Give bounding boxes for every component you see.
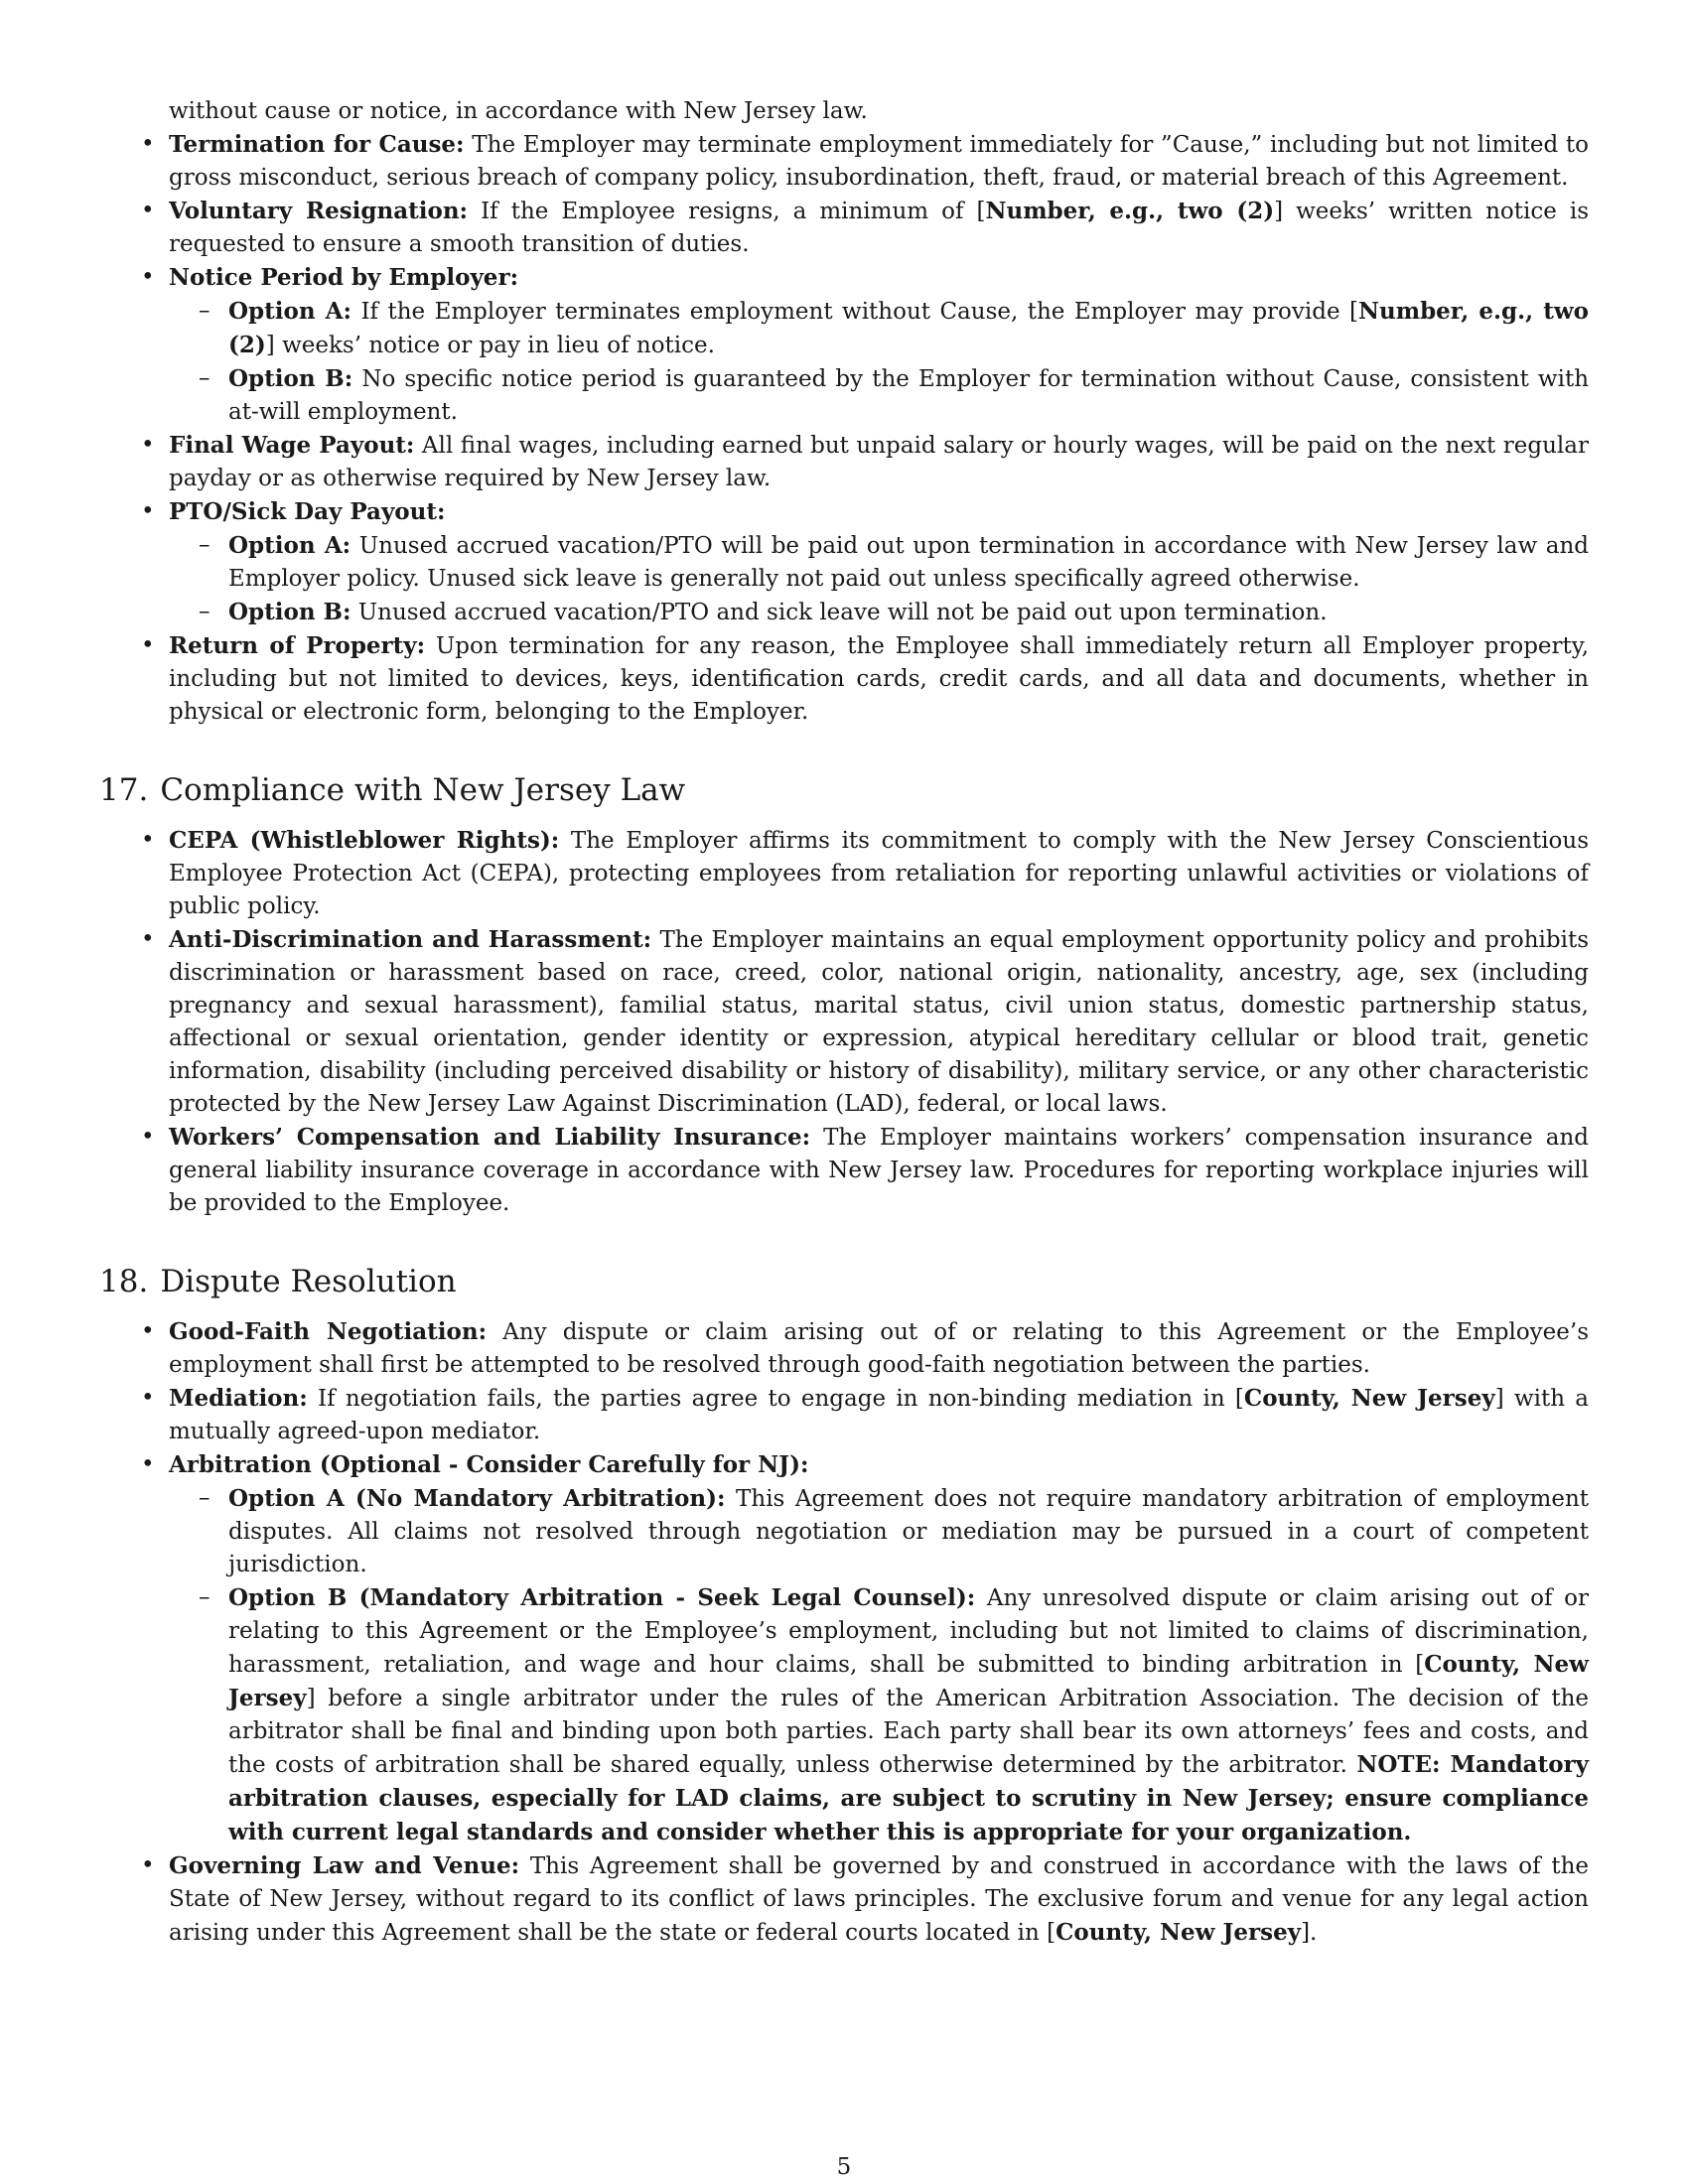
continued-paragraph: without cause or notice, in accordance with New Jersey law.: [169, 98, 868, 124]
list-item-return-of-property: [169, 629, 1589, 729]
item-label: Termination for Cause:: [169, 131, 465, 158]
option-a: [228, 529, 1589, 596]
list-item-governing-law: [169, 1849, 1589, 1950]
placeholder-text: Number, e.g., two (2): [228, 298, 1590, 358]
list-item-anti-discrimination: [169, 923, 1589, 1121]
placeholder-text: Number, e.g., two (2): [985, 198, 1275, 224]
list-item-notice-period: [169, 261, 1589, 429]
option-b: [228, 1581, 1589, 1849]
option-text: No specific notice period is guaranteed by the Employer for termination without Cause, consistent with at-will employment.: [228, 366, 1590, 425]
item-label: Mediation:: [169, 1385, 308, 1412]
item-label: CEPA (Whistleblower Rights):: [169, 827, 560, 854]
item-text: This Agreement shall be governed by and construed in accordance with the laws of the State of New Jersey, without regard to its conflict of laws principles. The exclusive forum and venue for any legal action arising under this Agreement shall be the state or federal courts located in [: [169, 1853, 1590, 1946]
item-text: The Employer maintains an equal employment opportunity policy and prohibits discrimination or harassment based on race, creed, color, national origin, nationality, ancestry, age, sex (including pregnancy and sexual harassment), familial status, marital status, civil union status, domestic partnership status, affectional or sexual orientation, gender identity or expression, atypical hereditary cellular or blood trait, genetic information, disability (including perceived disability or history of disability), military service, or any other characteristic protected by the New Jersey Law Against Discrimination (LAD), federal, or local laws.: [169, 927, 1590, 1117]
option-text: Unused accrued vacation/PTO and sick leave will not be paid out upon termination.: [357, 600, 1328, 625]
item-label: Voluntary Resignation:: [169, 198, 469, 224]
item-label: PTO/Sick Day Payout:: [169, 498, 446, 525]
section-heading-17: [99, 770, 1589, 810]
item-label: Governing Law and Venue:: [169, 1852, 520, 1879]
list-item-pto-sick-payout: [169, 495, 1589, 629]
section-heading-18: [99, 1262, 1589, 1301]
option-text: Unused accrued vacation/PTO will be paid out upon termination in accordance with New Jersey law and Employer policy. Unused sick leave is generally not paid out unless specifically agreed otherwise.: [228, 533, 1590, 592]
item-label: Return of Property:: [169, 632, 426, 659]
option-text: ] before a single arbitrator under the rules of the American Arbitration Association. The decision of the arbitrator shall be final and binding upon both parties. Each party shall bear its own attorneys’ fees and costs, and the costs of arbitration shall be shared equally, unless otherwise determined by the arbitrator.: [228, 1686, 1589, 1778]
item-label: Workers’ Compensation and Liability Insurance:: [169, 1124, 811, 1151]
item-text: All final wages, including earned but unpaid salary or hourly wages, will be paid on the next regular payday or as otherwise required by New Jersey law.: [169, 433, 1589, 491]
option-label: Option B:: [228, 599, 352, 625]
section-number: 17.: [99, 772, 149, 808]
list-item-workers-compensation: [169, 1121, 1589, 1220]
item-text: Any dispute or claim arising out of or relating to this Agreement or the Employee’s employment shall first be attempted to be resolved through good-faith negotiation between the parties.: [169, 1319, 1590, 1378]
item-text: The Employer affirms its commitment to comply with the New Jersey Conscientious Employee Protection Act (CEPA), protecting employees from retaliation for reporting unlawful activities or violations of public policy.: [169, 828, 1590, 919]
item-text: If the Employee resigns, a minimum of [: [481, 199, 986, 224]
option-label: Option B:: [228, 365, 353, 392]
item-label: Good-Faith Negotiation:: [169, 1318, 488, 1345]
option-label: Option B (Mandatory Arbitration - Seek Legal Counsel):: [228, 1584, 976, 1611]
dispute-resolution-list: [99, 1315, 1589, 1950]
item-text: If negotiation fails, the parties agree to engage in non-binding mediation in [: [318, 1386, 1244, 1412]
item-label: Final Wage Payout:: [169, 432, 415, 459]
option-text: Any unresolved dispute or claim arising out of or relating to this Agreement or the Employee’s employment, including but not limited to claims of discrimination, harassment, retaliation, and wage and hour claims, shall be submitted to binding arbitration in [: [228, 1585, 1590, 1678]
item-text: ] with a mutually agreed-upon mediator.: [169, 1386, 1590, 1444]
option-label: Option A (No Mandatory Arbitration):: [228, 1485, 726, 1512]
option-text: ] weeks’ notice or pay in lieu of notice.: [265, 333, 715, 358]
section-number: 18.: [99, 1264, 149, 1299]
list-item-arbitration: [169, 1448, 1589, 1849]
pto-options: [169, 529, 1589, 629]
compliance-list: [99, 824, 1589, 1220]
notice-period-options: [169, 295, 1589, 429]
arbitration-options: [169, 1482, 1589, 1849]
item-text: The Employer may terminate employment immediately for ”Cause,” including but not limited to gross misconduct, serious breach of company policy, insubordination, theft, fraud, or material breach of this Agreement.: [169, 132, 1589, 191]
placeholder-text: County, New Jersey: [1243, 1385, 1495, 1412]
placeholder-text: County, New Jersey: [228, 1651, 1589, 1711]
section-title: Compliance with New Jersey Law: [160, 772, 686, 808]
item-text: Upon termination for any reason, the Employee shall immediately return all Employer property, including but not limited to devices, keys, identification cards, credit cards, and all data and documents, whether in physical or electronic form, belonging to the Employer.: [169, 633, 1590, 725]
option-a: [228, 295, 1589, 362]
item-text: ].: [1301, 1920, 1318, 1946]
item-label: Notice Period by Employer:: [169, 264, 519, 291]
option-b: [228, 362, 1589, 429]
item-label: Anti-Discrimination and Harassment:: [169, 926, 652, 953]
item-label: Arbitration (Optional - Consider Carefully for NJ):: [169, 1451, 809, 1478]
list-item-cepa: [169, 824, 1589, 923]
page-content: [99, 95, 1589, 1950]
option-text: If the Employer terminates employment without Cause, the Employer may provide [: [360, 299, 1358, 325]
option-label: Option A:: [228, 532, 352, 559]
list-item-good-faith-negotiation: [169, 1315, 1589, 1382]
option-b: [228, 596, 1589, 629]
list-item-termination-for-cause: [169, 128, 1589, 195]
page-number: 5: [836, 2154, 852, 2180]
arbitration-note: NOTE: Mandatory arbitration clauses, especially for LAD claims, are subject to scrutiny in New Jersey; ensure compliance with current legal standards and consider whether this is appropriate for your organization.: [228, 1751, 1590, 1845]
placeholder-text: County, New Jersey: [1055, 1919, 1302, 1946]
section-title: Dispute Resolution: [160, 1264, 457, 1299]
list-item-voluntary-resignation: [169, 195, 1589, 261]
option-label: Option A:: [228, 298, 352, 325]
termination-list: [99, 128, 1589, 729]
option-a: [228, 1482, 1589, 1581]
option-text: This Agreement does not require mandatory arbitration of employment disputes. All claims not resolved through negotiation or mediation may be pursued in a court of competent jurisdiction.: [228, 1486, 1590, 1577]
item-text: ] weeks’ written notice is requested to ensure a smooth transition of duties.: [169, 199, 1589, 257]
list-item-final-wage-payout: [169, 429, 1589, 495]
list-item-mediation: [169, 1382, 1589, 1448]
item-text: The Employer maintains workers’ compensation insurance and general liability insurance coverage in accordance with New Jersey law. Procedures for reporting workplace injuries will be provided to the Employee.: [169, 1125, 1589, 1216]
